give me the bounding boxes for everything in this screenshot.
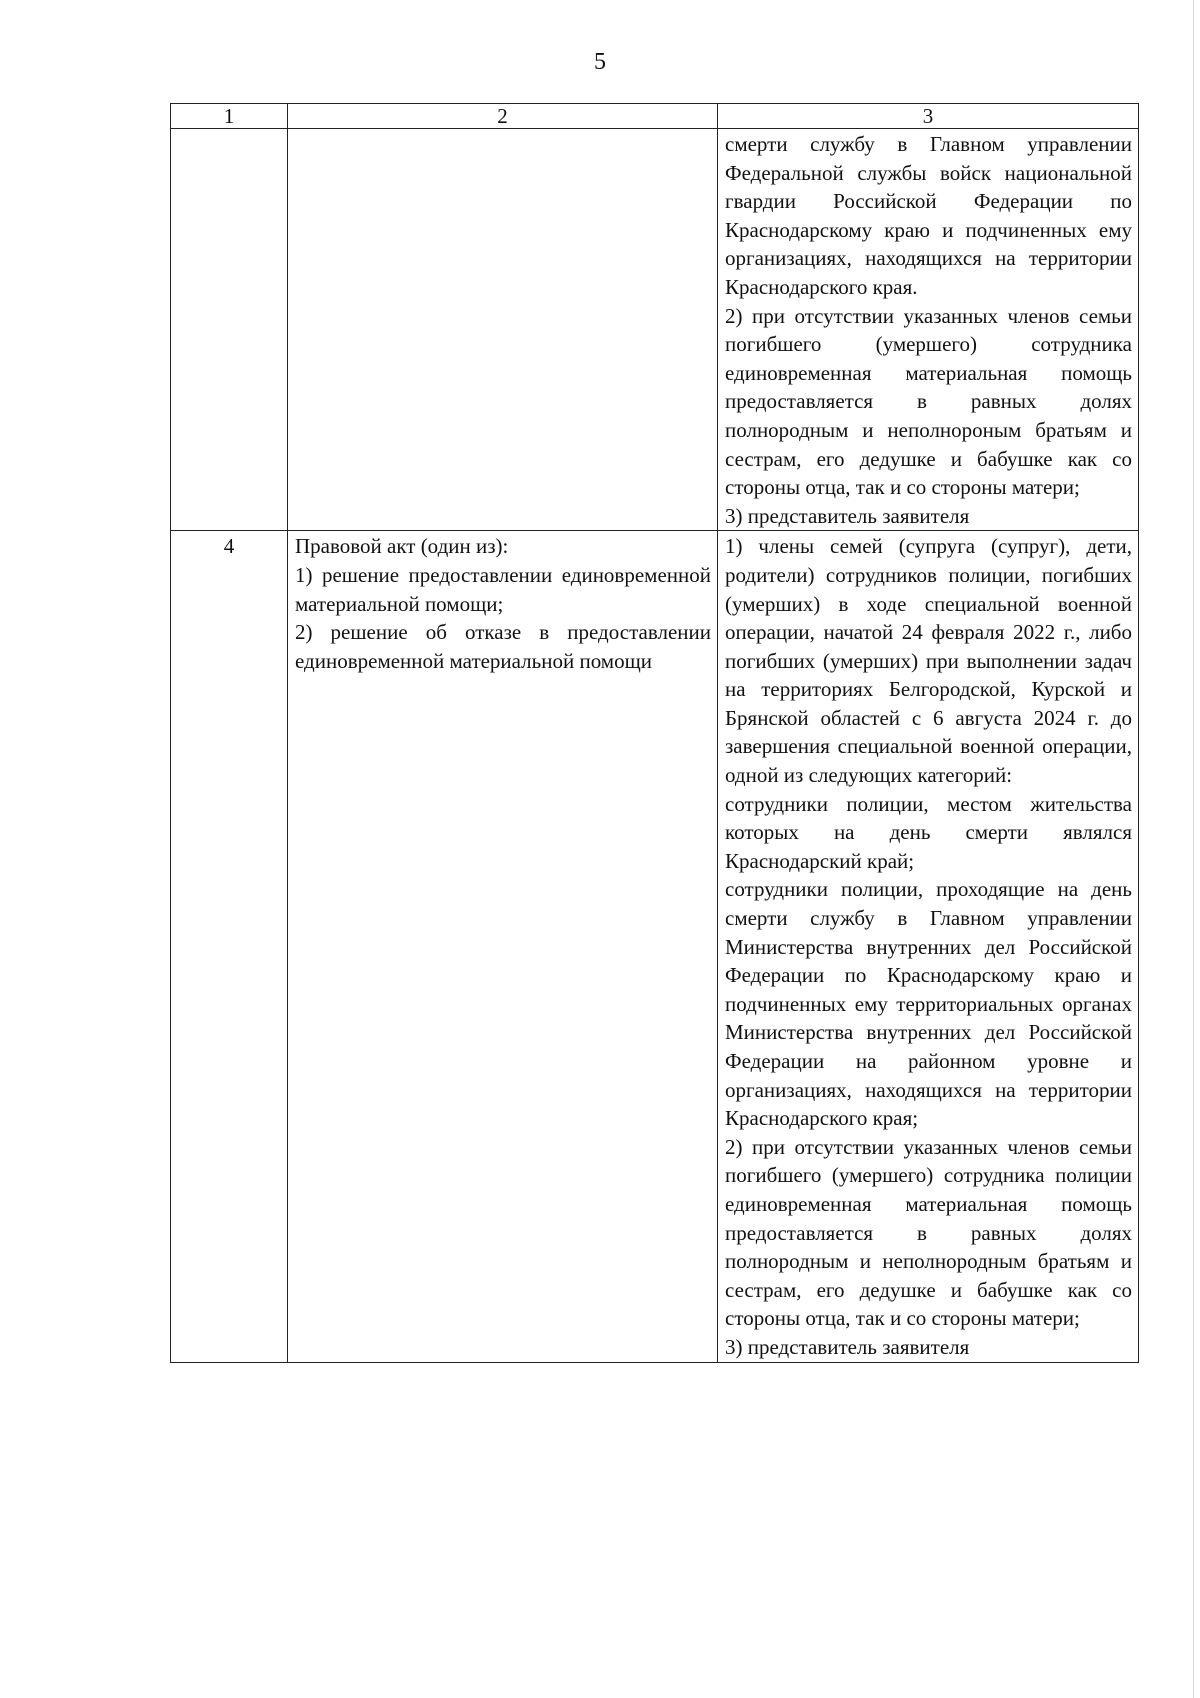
continuation-col-2 — [288, 129, 718, 531]
row-4-applicants-cell — [718, 531, 1139, 1362]
continuation-paragraph: 2) при отсутствии указанных членов семьи погибшего (умершего) сотрудника единовременная материальная помощь предоставляется в равных долях полнородным и неполнороным братьям и сестрам, его дедушке и бабушке как со стороны отца, так и со стороны матери; — [725, 303, 1132, 500]
header-col-1: 1 — [171, 104, 288, 129]
table-row — [171, 129, 1139, 531]
continuation-col-1 — [171, 129, 288, 531]
page-number: 5 — [594, 49, 606, 75]
applicants-paragraph: сотрудники полиции, местом жительства которых на день смерти являлся Краснодарский край; — [725, 791, 1132, 873]
scan-margin-line — [1193, 0, 1194, 1698]
table-row — [171, 531, 1139, 1362]
row-4-result-cell — [288, 531, 718, 1362]
result-paragraph: 1) решение предоставлении единовременной материальной помощи; — [295, 562, 711, 616]
table-header-row — [171, 104, 1139, 129]
applicants-paragraph: 1) члены семей (супруга (супруг), дети, родители) сотрудников полиции, погибших (умерших) в ходе специальной военной операции, начатой 24 февраля 2022 г., либо погибших (умерших) при выполнении задач на территориях Белгородской, Курской и Брянской областей с 6 августа 2024 г. до завершения специальной военной операции, одной из следующих категорий: — [725, 534, 1132, 788]
continuation-paragraph: смерти службу в Главном управлении Федеральной службы войск национальной гвардии Российской Федерации по Краснодарскому краю и подчиненных ему организациях, находящихся на территории Краснодарского края. — [725, 132, 1132, 299]
result-paragraph: Правовой акт (один из): — [295, 534, 509, 559]
result-paragraph: 2) решение об отказе в предоставлении единовременной материальной помощи — [295, 620, 711, 673]
applicants-paragraph: 3) представитель заявителя — [725, 1334, 970, 1359]
header-col-3: 3 — [718, 104, 1139, 129]
row-4-number: 4 — [223, 534, 235, 559]
applicants-paragraph: сотрудники полиции, проходящие на день смерти службу в Главном управлении Министерства внутренних дел Российской Федерации по Краснодарскому краю и подчиненных ему территориальных органах Министерства внутренних дел Российской Федерации на районном уровне и организациях, находящихся на территории Краснодарского края; — [725, 877, 1132, 1131]
header-col-2: 2 — [288, 104, 718, 129]
row-4-number-cell — [171, 531, 288, 1362]
continuation-col-3 — [718, 129, 1139, 531]
applicants-paragraph: 2) при отсутствии указанных членов семьи погибшего (умершего) сотрудника полиции единовременная материальная помощь предоставляется в равных долях полнородным и неполнородным братьям и сестрам, его дедушке и бабушке как со стороны отца, так и со стороны матери; — [725, 1134, 1132, 1331]
services-table — [170, 103, 1139, 1363]
continuation-paragraph: 3) представитель заявителя — [725, 503, 970, 528]
